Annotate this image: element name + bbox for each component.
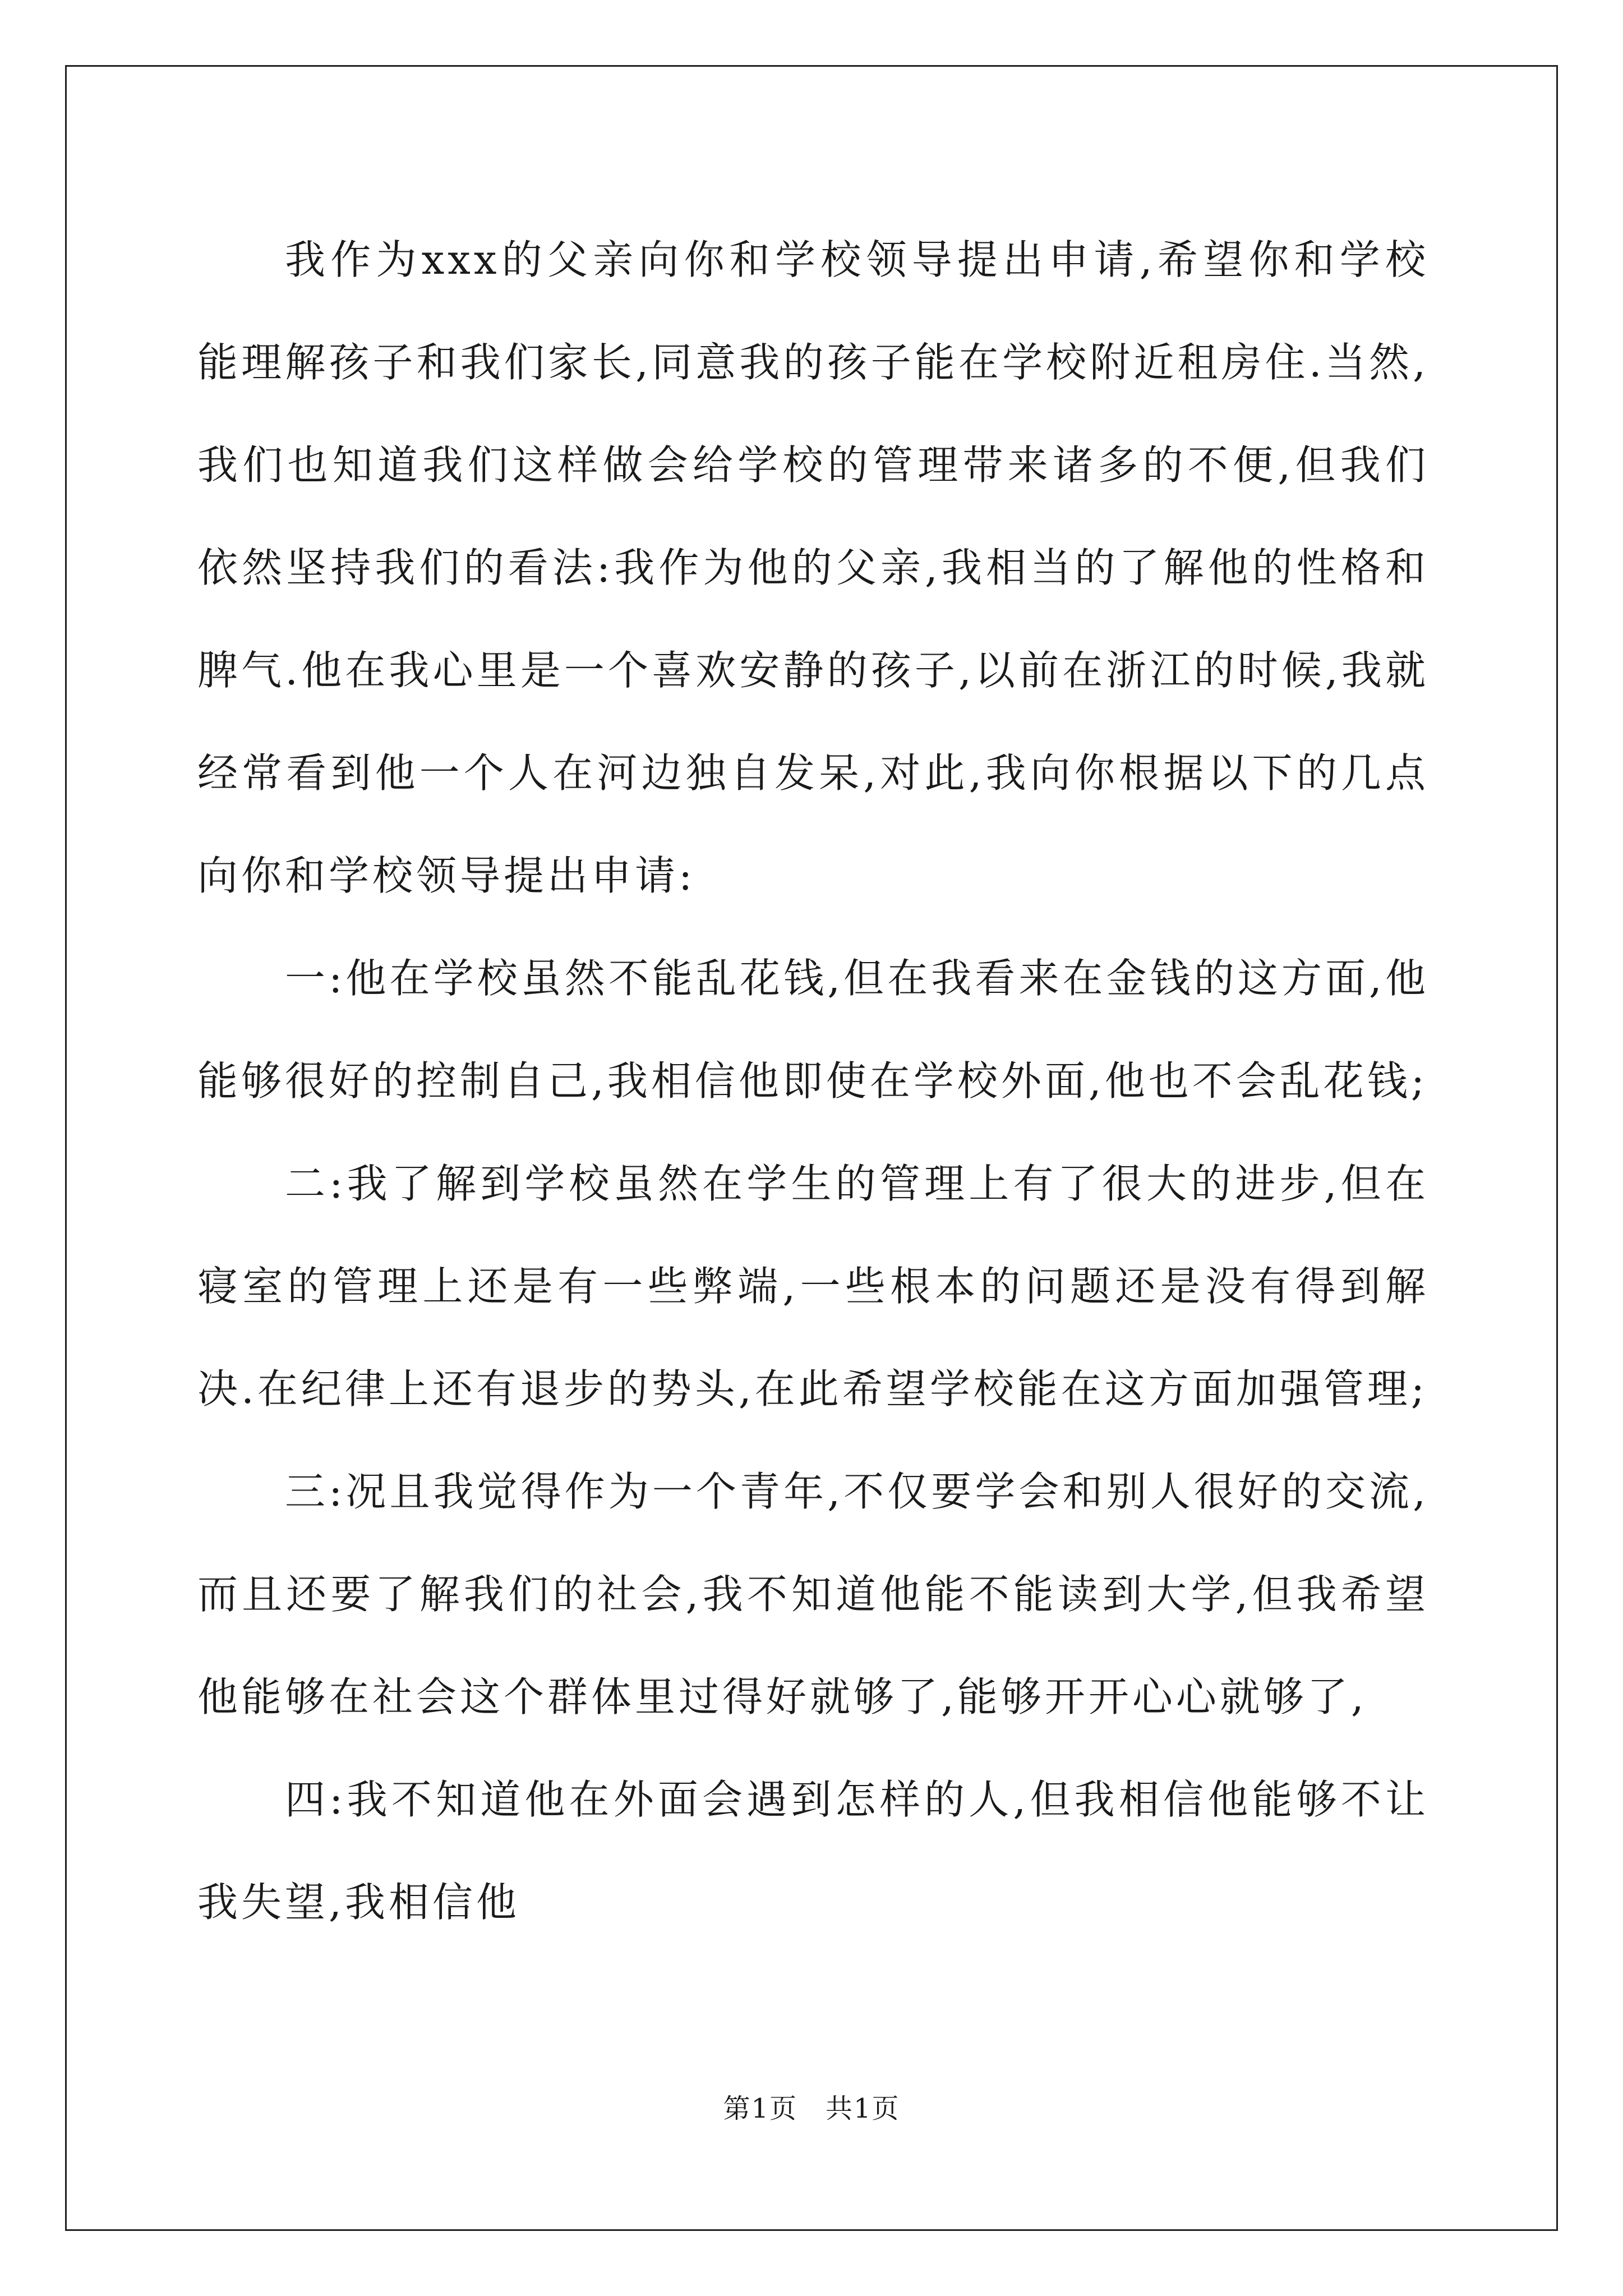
paragraph-point-2: 二:我了解到学校虽然在学生的管理上有了很大的进步,但在寝室的管理上还是有一些弊端,一些根本的问题还是没有得到解决.在纪律上还有退步的势头,在此希望学校能在这方面加强管理; [197,1160,1429,1412]
page-number-footer: 第1页 共1页 [723,2093,900,2124]
paragraph-point-4: 四:我不知道他在外面会遇到怎样的人,但我相信他能够不让我失望,我相信他 [197,1776,1429,1926]
paragraph-point-3: 三:况且我觉得作为一个青年,不仅要学会和别人很好的交流,而且还要了解我们的社会,我不知道他能不能读到大学,但我希望他能够在社会这个群体里过得好就够了,能够开开心心就够了, [197,1468,1429,1720]
paragraph-intro: 我作为xxx的父亲向你和学校领导提出申请,希望你和学校能理解孩子和我们家长,同意我的孩子能在学校附近租房住.当然,我们也知道我们这样做会给学校的管理带来诸多的不便,但我们依然坚持我们的看法:我作为他的父亲,我相当的了解他的性格和脾气.他在我心里是一个喜欢安静的孩子,以前在浙江的时候,我就经常看到他一个人在河边独自发呆,对此,我向你根据以下的几点向你和学校领导提出申请: [197,236,1429,899]
paragraph-point-1: 一:他在学校虽然不能乱花钱,但在我看来在金钱的这方面,他能够很好的控制自己,我相信他即使在学校外面,他也不会乱花钱; [197,955,1429,1105]
document-body [197,209,1429,1954]
